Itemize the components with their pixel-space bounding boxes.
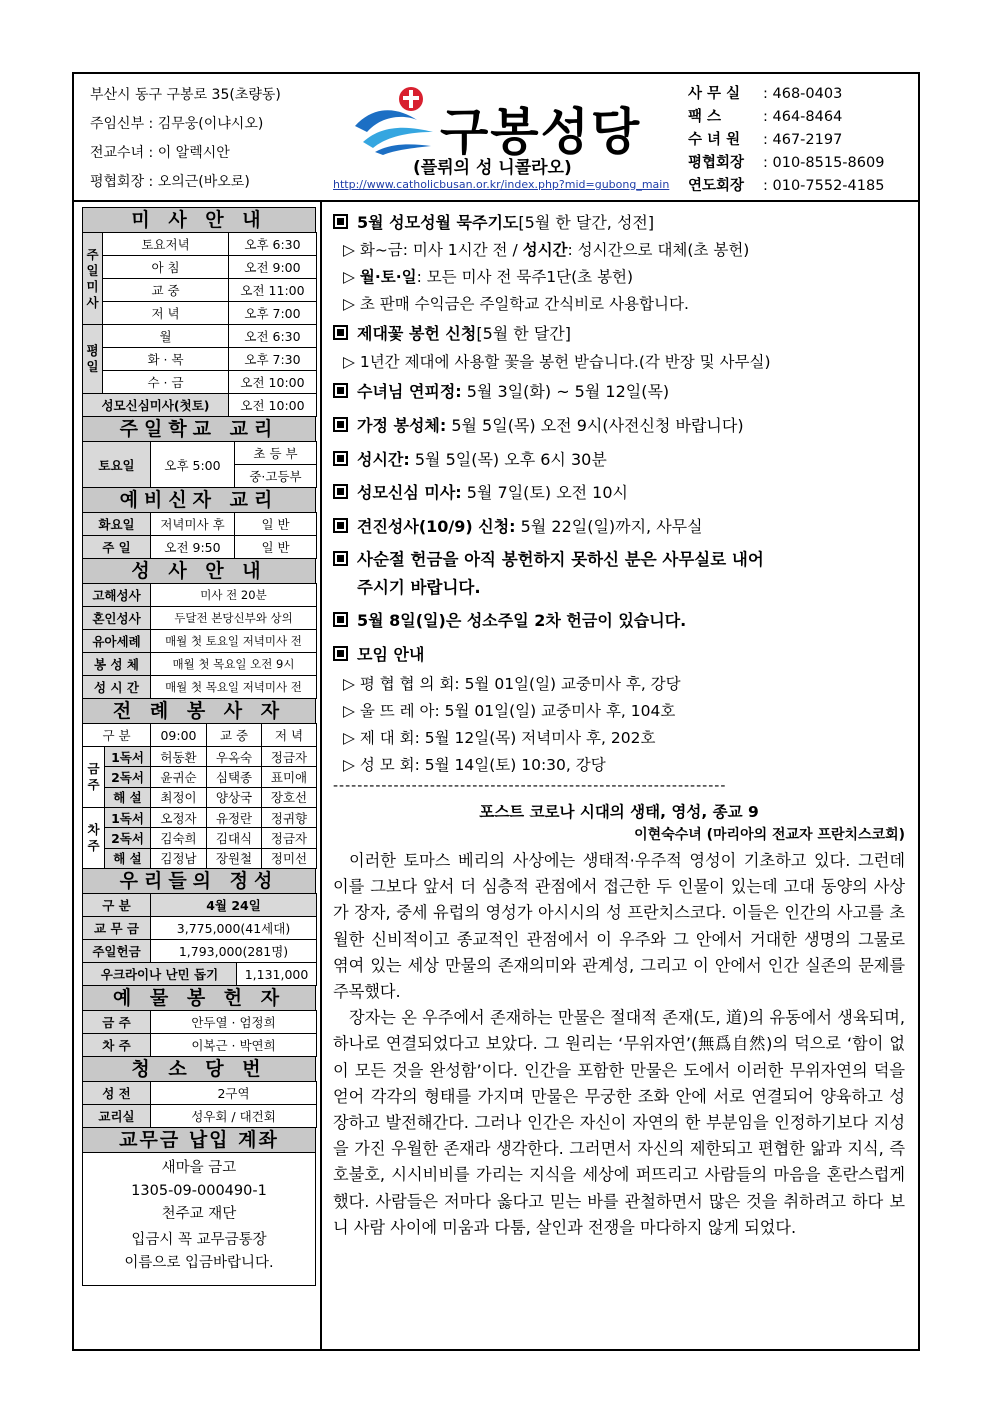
announcement-item: 견진성사(10/9) 신청: 5월 22일(일)까지, 사무실 [333, 514, 905, 546]
sunday-school-title: 주일학교 교리 [82, 416, 316, 442]
table-row: 구 분 09:00 교 중 저 녁 [83, 724, 317, 747]
gift-donors-table [82, 1010, 317, 1057]
account-box [82, 1152, 316, 1286]
mass-time: 오전 6:30 [229, 325, 317, 348]
table-row: 교 무 금 3,775,000(41세대) [83, 917, 317, 940]
contact-office: 사 무 실 : 468-0403 [688, 86, 843, 102]
announcement-item: 성시간: 5월 5일(목) 오후 6시 30분 [333, 447, 905, 480]
table-row: 해 설 최정이 양상국 장호선 [83, 787, 317, 807]
account-bank: 새마을 금고 [161, 1160, 237, 1176]
school-day: 토요일 [83, 442, 151, 488]
this-week-label: 금주 [83, 747, 105, 808]
mass-name: 저 녁 [103, 302, 229, 325]
checkbox-icon [333, 612, 348, 627]
sacraments-title: 성 사 안 내 [82, 558, 316, 584]
mass-name: 월 [103, 325, 229, 348]
table-row: 차주 1독서 오정자 유정란 정귀향 [83, 808, 317, 828]
table-row: 2독서 김숙희 김대식 정금자 [83, 828, 317, 848]
cleaning-table [82, 1081, 317, 1128]
checkbox-icon [333, 484, 348, 499]
article-body [333, 848, 905, 1241]
account-note: 이름으로 입금바랍니다. [124, 1255, 274, 1271]
account-number: 1305-09-000490-1 [131, 1183, 267, 1199]
contact-council-president: 평협회장 : 010-8515-8609 [688, 155, 885, 171]
weekday-mass-label: 평일 [83, 325, 103, 394]
article-paragraph: 장자는 온 우주에서 존재하는 만물은 절대적 존재(도, 道)의 유동에서 생육되며, 하나로 연결되었다고 보았다. 그 원리는 ‘무위자연’(無爲自然)의 덕으로 ‘함이 없이 모든 것을 완성함’이다. 인간을 포함한 만물은 도에서 이러한 무위자연의 덕을 얻어 각각의 형태를 가지며 만물은 무궁한 조화 안에 서로 연결되어 양육하고 성장하고 발전해간다. 그러나 인간은 자신이 자연의 한 부분임을 인정하기보다 지성을 가진 우월한 존재라 생각한다. 그러면서 자신의 제한되고 편협한 앎과 지식, 즉 호불호, 시시비비를 가리는 지식을 세상에 퍼뜨리고 사람들의 마음을 혼란스럽게 했다. 사람들은 저마다 옳다고 믿는 바를 관철하면서 많은 것을 취하려고 하다 보니 사람 사이에 미움과 다툼, 살인과 전쟁을 마다하지 않게 되었다. [333, 1008, 905, 1237]
contact-funeral-president: 연도회장 : 010-7552-4185 [688, 178, 885, 194]
header-divider [72, 200, 920, 202]
mass-name: 교 중 [103, 279, 229, 302]
announcement-item: 가정 봉성체: 5월 5일(목) 오전 9시(사전신청 바랍니다) [333, 413, 905, 447]
table-row: 우크라이나 난민 돕기 1,131,000 [83, 963, 317, 986]
table-row: 성 전 2구역 [83, 1082, 317, 1105]
announcement-item: 사순절 헌금을 아직 봉헌하지 못하신 분은 사무실로 내어 [333, 546, 905, 574]
meeting-item: ▷ 평 협 협 의 회: 5월 01일(일) 교중미사 후, 강당 [343, 675, 681, 693]
parish-logo-icon [353, 86, 437, 156]
table-row [83, 348, 317, 371]
article-title: 포스트 코로나 시대의 생태, 영성, 종교 9 [479, 803, 759, 821]
mass-time: 오전 10:00 [229, 394, 317, 417]
announcement-item: 제대꽃 봉헌 신청[5월 한 달간] [333, 321, 905, 350]
table-row: 화요일 저녁미사 후 일 반 [83, 513, 317, 536]
pastor: 주임신부 : 김무웅(이냐시오) [90, 116, 264, 132]
table-row [83, 256, 317, 279]
catechumen-table [82, 512, 317, 559]
gift-donors-title: 예 물 봉 헌 자 [82, 985, 316, 1011]
mass-time: 오전 11:00 [229, 279, 317, 302]
sacraments-table [82, 583, 317, 699]
announcement-detail: ▷ 화~금: 미사 1시간 전 / 성시간: 성시간으로 대체(초 봉헌) [343, 241, 750, 259]
announcement-item: 5월 성모성월 묵주기도[5월 한 달간, 성전] [333, 210, 905, 238]
mass-name: 수 · 금 [103, 371, 229, 394]
table-row [83, 394, 317, 417]
article-author: 이현숙수녀 (마리아의 전교자 프란치스코회) [634, 827, 905, 843]
table-row: 교리실 성우회 / 대건회 [83, 1105, 317, 1128]
account-holder: 천주교 재단 [161, 1206, 237, 1222]
ministers-title: 전 례 봉 사 자 [82, 698, 316, 724]
checkbox-icon [333, 518, 348, 533]
meeting-item: ▷ 제 대 회: 5월 12일(목) 저녁미사 후, 202호 [343, 729, 656, 747]
catechumen-title: 예비신자 교리 [82, 487, 316, 513]
checkbox-icon [333, 325, 348, 340]
table-row: 성 시 간 매월 첫 목요일 저녁미사 전 [83, 676, 317, 699]
parish-name-title: 구봉성당 [440, 103, 642, 161]
table-row: 해 설 김정남 장원철 정미선 [83, 848, 317, 868]
announcement-item: 성모신심 미사: 5월 7일(토) 오전 10시 [333, 480, 905, 514]
table-row: 금주 1독서 허동환 우옥숙 정금자 [83, 747, 317, 767]
meeting-item: ▷ 성 모 회: 5월 14일(토) 10:30, 강당 [343, 756, 606, 774]
sunday-mass-label: 주일미사 [83, 233, 103, 325]
offerings-table [82, 893, 317, 986]
parish-patron-subtitle: (플뤼의 성 니콜라오) [413, 158, 572, 178]
table-row: 고해성사 미사 전 20분 [83, 584, 317, 607]
contact-convent: 수 녀 원 : 467-2197 [688, 132, 843, 148]
table-row: 주 일 오전 9:50 일 반 [83, 536, 317, 559]
checkbox-icon [333, 214, 348, 229]
announcement-detail: ▷ 1년간 제대에 사용할 꽃을 봉헌 받습니다.(각 반장 및 사무실) [343, 353, 771, 371]
cleaning-title: 청 소 당 번 [82, 1056, 316, 1082]
school-level: 중·고등부 [235, 465, 317, 488]
mass-time: 오전 9:00 [229, 256, 317, 279]
announcement-detail: ▷ 월·토·일: 모든 미사 전 묵주1단(초 봉헌) [343, 268, 634, 286]
offerings-title: 우리들의 정성 [82, 868, 316, 894]
dashed-separator: ----------------------------------------------------------------- [333, 778, 727, 794]
mass-name: 아 침 [103, 256, 229, 279]
next-week-label: 차주 [83, 808, 105, 869]
mass-time: 오후 6:30 [229, 233, 317, 256]
right-column [333, 210, 905, 1241]
table-row [83, 325, 317, 348]
missionary-sister: 전교수녀 : 이 알렉시안 [90, 145, 230, 161]
sunday-school-table [82, 441, 317, 488]
table-row [83, 279, 317, 302]
checkbox-icon [333, 417, 348, 432]
announcement-detail: ▷ 초 판매 수익금은 주일학교 간식비로 사용합니다. [343, 295, 689, 313]
table-row [83, 233, 317, 256]
announcement-item-continued: 주시기 바랍니다. [357, 578, 481, 597]
account-title: 교무금 납입 계좌 [82, 1127, 316, 1153]
checkbox-icon [333, 383, 348, 398]
article-paragraph: 이러한 토마스 베리의 사상에는 생태적·우주적 영성이 기초하고 있다. 그런데 이를 그보다 앞서 더 심층적 관점에서 접근한 두 인물이 있는데 고대 동양의 사상가 장자, 중세 유럽의 영성가 아시시의 성 프란치스코다. 이들은 인간의 사고를 초월한 신비적이고 종교적인 관점에서 이 우주와 그 안에서 거대한 생명의 그물로 엮여 있는 세상 만물의 존재의미와 관계성, 그리고 이 안에서 인간 실존의 문제를 주목했다. [333, 851, 905, 1002]
account-note: 입금시 꼭 교무금통장 [131, 1232, 267, 1248]
announcement-item: 5월 8일(일)은 성소주일 2차 헌금이 있습니다. [333, 608, 905, 642]
checkbox-icon [333, 451, 348, 466]
mass-schedule-title: 미 사 안 내 [82, 207, 316, 233]
mass-time: 오후 7:00 [229, 302, 317, 325]
table-row: 혼인성사 두달전 본당신부와 상의 [83, 607, 317, 630]
table-row: 봉 성 체 매월 첫 목요일 오전 9시 [83, 653, 317, 676]
checkbox-icon [333, 646, 348, 661]
left-sidebar [82, 208, 316, 1286]
ministers-table [82, 723, 317, 869]
announcement-item: 수녀님 연피정: 5월 3일(화) ~ 5월 12일(목) [333, 379, 905, 413]
table-row: 2독서 윤귀순 심택종 표미애 [83, 767, 317, 787]
checkbox-icon [333, 551, 348, 566]
table-row [83, 442, 317, 465]
mass-name: 성모신심미사(첫토) [83, 394, 229, 417]
school-time: 오후 5:00 [151, 442, 235, 488]
table-row: 유아세례 매월 첫 토요일 저녁미사 전 [83, 630, 317, 653]
mass-time: 오전 10:00 [229, 371, 317, 394]
announcement-item: 모임 안내 [333, 642, 905, 672]
table-row: 금 주 안두열 · 엄정희 [83, 1011, 317, 1034]
school-level: 초 등 부 [235, 442, 317, 465]
meeting-item: ▷ 울 뜨 레 아: 5월 01일(일) 교중미사 후, 104호 [343, 702, 676, 720]
mass-time: 오후 7:30 [229, 348, 317, 371]
table-row [83, 302, 317, 325]
mass-name: 화 · 목 [103, 348, 229, 371]
address: 부산시 동구 구봉로 35(초량동) [90, 87, 281, 103]
table-row: 주일헌금 1,793,000(281명) [83, 940, 317, 963]
council-president: 평협회장 : 오의근(바오로) [90, 174, 250, 190]
mass-name: 토요저녁 [103, 233, 229, 256]
table-row [83, 371, 317, 394]
parish-website-link[interactable]: http://www.catholicbusan.or.kr/index.php?mid=gubong_main [333, 178, 670, 191]
table-row: 구 분 4월 24일 [83, 894, 317, 917]
column-divider [320, 202, 322, 1351]
table-row: 차 주 이복근 · 박연희 [83, 1034, 317, 1057]
contact-fax: 팩 스 : 464-8464 [688, 109, 843, 125]
mass-schedule-table [82, 232, 317, 417]
